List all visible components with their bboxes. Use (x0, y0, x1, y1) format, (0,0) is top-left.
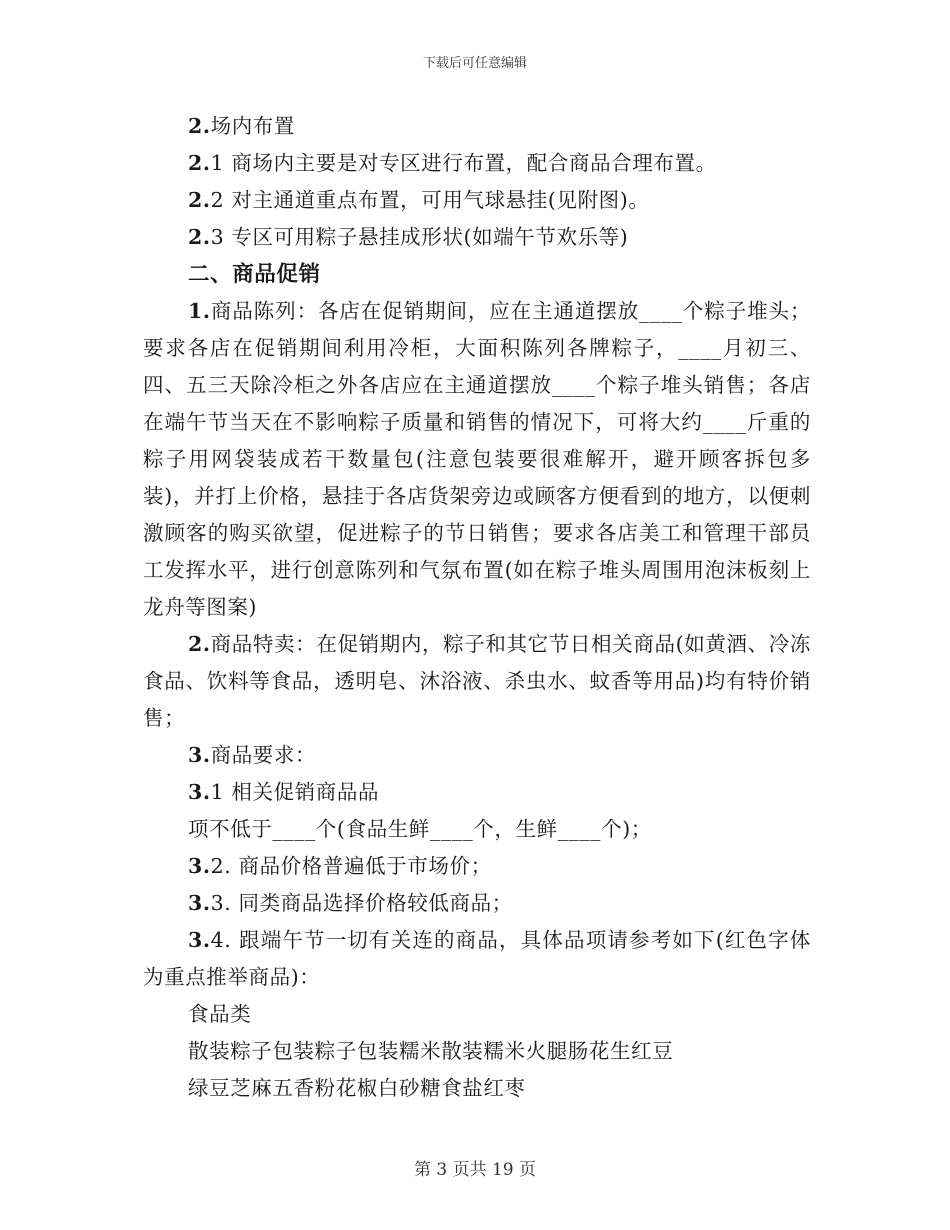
section-number: 2. (188, 114, 211, 138)
section-3-1-continued: 项不低于____个(食品生鲜____个，生鲜____个)； (188, 817, 652, 841)
document-body (143, 108, 811, 1107)
section-number: 3. (188, 928, 211, 952)
section-number: 2. (188, 225, 211, 249)
section-number: 2. (188, 151, 211, 175)
section-3-3: 3.3. 同类商品选择价格较低商品； (188, 891, 513, 915)
paragraph-display: 1.商品陈列：各店在促销期间，应在主通道摆放____个粽子堆头；要求各店在促销期间利用冷柜，大面积陈列各牌粽子，____月初三、四、五三天除冷柜之外各店应在主通道摆放____个粽子堆头销售；各店在端午节当天在不影响粽子质量和销售的情况下，可将大约____斤重的粽子用网袋装成若干数量包(注意包装要很难解开，避开顾客拆包多装)，并打上价格，悬挂于各店货架旁边或顾客方便看到的地方，以便刺激顾客的购买欲望，促进粽子的节日销售；要求各店美工和管理干部员工发挥水平，进行创意陈列和气氛布置(如在粽子堆头周围用泡沫板刻上龙舟等图案) (143, 299, 811, 619)
section-number: 3. (188, 743, 211, 767)
section-2-1: 2.1 商场内主要是对专区进行布置，配合商品合理布置。 (188, 151, 717, 175)
section-2-3: 2.3 专区可用粽子悬挂成形状(如端午节欢乐等) (188, 225, 629, 249)
food-items-line-1: 散装粽子包装粽子包装糯米散装糯米火腿肠花生红豆 (188, 1039, 674, 1063)
section-number: 1. (188, 299, 211, 323)
section-2-2: 2.2 对主通道重点布置，可用气球悬挂(见附图)。 (188, 188, 650, 212)
section-heading-promotion: 二、商品促销 (188, 262, 321, 287)
page-header: 下载后可任意编辑 (422, 56, 527, 71)
section-number: 3. (188, 891, 211, 915)
page-footer: 第 3 页共 19 页 (413, 1160, 537, 1180)
section-3-1: 3.1 相关促销商品品 (188, 780, 380, 804)
section-number: 2. (188, 188, 211, 212)
paragraph-special-sale: 2.商品特卖：在促销期内，粽子和其它节日相关商品(如黄酒、冷冻食品、饮料等食品，透明皂、沐浴液、杀虫水、蚊香等用品)均有特价销售； (143, 632, 811, 730)
section-3-4: 3.4. 跟端午节一切有关连的商品，具体品项请参考如下(红色字体为重点推举商品)： (143, 928, 811, 989)
section-2-heading: 2.场内布置 (188, 114, 296, 138)
section-3-2: 3.2. 商品价格普遍低于市场价； (188, 854, 492, 878)
section-number: 2. (188, 632, 211, 656)
section-number: 3. (188, 854, 211, 878)
section-3-heading: 3.商品要求： (188, 743, 317, 767)
section-number: 3. (188, 780, 211, 804)
food-category-title: 食品类 (188, 1002, 252, 1026)
food-items-line-2: 绿豆芝麻五香粉花椒白砂糖食盐红枣 (188, 1076, 526, 1100)
